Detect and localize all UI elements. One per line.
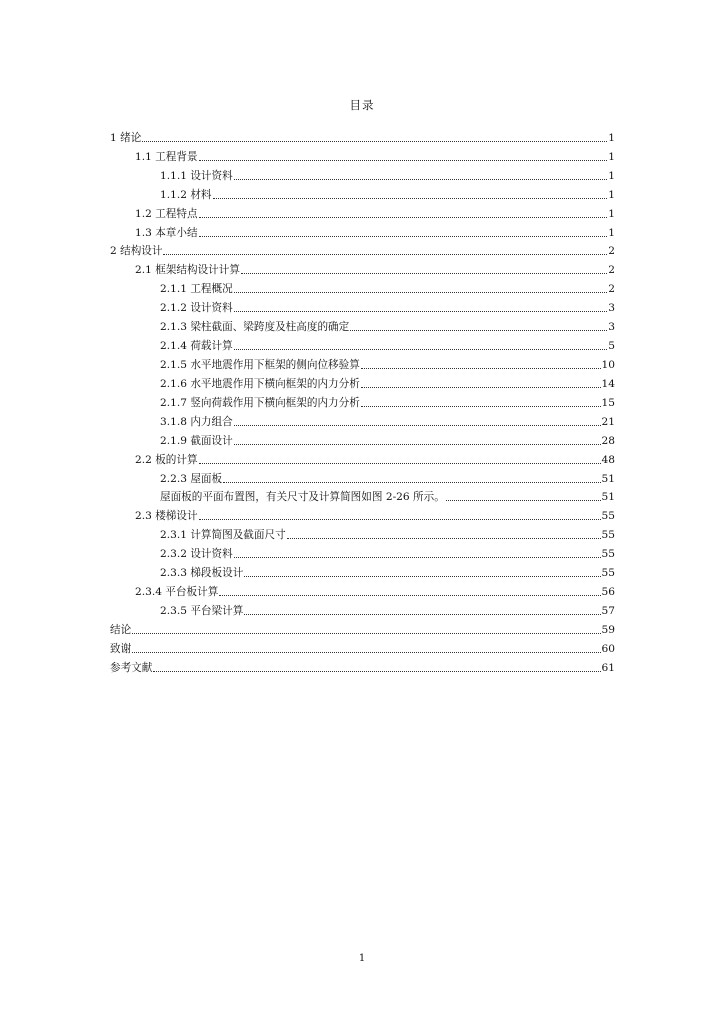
toc-entry[interactable] [110, 315, 615, 334]
toc-entry[interactable] [110, 429, 615, 448]
toc-entry-label: 1.2 工程特点 [135, 207, 198, 220]
toc-entry[interactable] [110, 448, 615, 467]
toc-entry[interactable] [110, 353, 615, 372]
toc-entry[interactable] [110, 580, 615, 599]
toc-entry-label: 1.1 工程背景 [135, 150, 198, 163]
toc-entry-page: 61 [601, 661, 615, 674]
toc-entry-label: 2.2.3 屋面板 [160, 472, 223, 485]
toc-entry[interactable] [110, 561, 615, 580]
toc-entry-page: 28 [601, 434, 615, 447]
toc-entry-page: 1 [608, 188, 615, 201]
toc-entry-label: 2.3 楼梯设计 [135, 510, 198, 523]
page-number: 1 [358, 953, 366, 964]
dot-leader [234, 348, 608, 350]
toc-entry-page: 60 [601, 642, 615, 655]
toc-entry[interactable] [110, 126, 615, 145]
toc-entry-label: 1 绪论 [110, 131, 142, 144]
dot-leader [213, 197, 608, 199]
toc-entry-label: 2.1.7 竖向荷载作用下横向框架的内力分析 [160, 396, 360, 409]
toc-entry[interactable] [110, 391, 615, 410]
dot-leader [199, 518, 601, 520]
dot-leader [361, 367, 601, 369]
toc-entry-label: 2 结构设计 [110, 245, 163, 258]
toc-entry[interactable] [110, 523, 615, 542]
toc-entry-label: 2.1.5 水平地震作用下框架的侧向位移验算 [160, 358, 360, 371]
toc-entry[interactable] [110, 618, 615, 637]
toc-entry[interactable] [110, 164, 615, 183]
toc-entry-label: 2.3.5 平台梁计算 [160, 604, 244, 617]
toc-entry-label: 结论 [110, 623, 132, 636]
dot-leader [244, 575, 600, 577]
toc-entry-page: 56 [601, 586, 615, 599]
toc-entry-label: 1.3 本章小结 [135, 226, 198, 239]
toc-entry-page: 51 [601, 491, 615, 504]
toc-entry-label: 1.1.2 材料 [160, 188, 212, 201]
dot-leader [234, 424, 601, 426]
dot-leader [199, 235, 608, 237]
toc-entry-label: 屋面板的平面布置图，有关尺寸及计算简图如图 2-26 所示。 [160, 491, 445, 504]
toc-entry-label: 2.3.4 平台板计算 [135, 586, 219, 599]
toc-entry-label: 2.1.4 荷载计算 [160, 340, 233, 353]
toc-entry[interactable] [110, 183, 615, 202]
dot-leader [132, 632, 600, 634]
toc-entry-label: 2.3.3 梯段板设计 [160, 567, 244, 580]
dot-leader [163, 253, 607, 255]
toc-entry-label: 2.2 板的计算 [135, 453, 198, 466]
toc-entry-page: 1 [608, 226, 615, 239]
toc-entry-page: 10 [601, 358, 615, 371]
toc-entry[interactable] [110, 372, 615, 391]
toc-entry-page: 48 [601, 453, 615, 466]
dot-leader [241, 272, 607, 274]
toc-entry-label: 3.1.8 内力组合 [160, 415, 233, 428]
toc-entry[interactable] [110, 542, 615, 561]
dot-leader [350, 329, 607, 331]
toc-entry-page: 55 [601, 510, 615, 523]
toc-entry-label: 2.1.2 设计资料 [160, 302, 233, 315]
toc-entry-page: 15 [601, 396, 615, 409]
table-of-contents [110, 126, 615, 675]
toc-entry[interactable] [110, 145, 615, 164]
toc-entry-page: 51 [601, 472, 615, 485]
toc-entry-page: 2 [608, 264, 615, 277]
toc-entry-page: 21 [601, 415, 615, 428]
toc-entry-label: 2.3.1 计算简图及截面尺寸 [160, 529, 286, 542]
dot-leader [361, 386, 601, 388]
dot-leader [244, 613, 600, 615]
dot-leader [234, 310, 608, 312]
toc-entry-page: 5 [608, 340, 615, 353]
dot-leader [446, 499, 601, 501]
toc-entry-label: 2.1.1 工程概况 [160, 283, 233, 296]
toc-entry[interactable] [110, 486, 615, 505]
dot-leader [142, 140, 607, 142]
toc-entry-label: 致谢 [110, 642, 132, 655]
toc-entry[interactable] [110, 656, 615, 675]
toc-entry-label: 1.1.1 设计资料 [160, 169, 233, 182]
toc-entry[interactable] [110, 202, 615, 221]
toc-entry-label: 2.1.6 水平地震作用下横向框架的内力分析 [160, 377, 360, 390]
toc-entry-page: 55 [601, 529, 615, 542]
toc-entry[interactable] [110, 258, 615, 277]
toc-entry-page: 1 [608, 150, 615, 163]
dot-leader [234, 291, 608, 293]
toc-title: 目录 [349, 98, 375, 112]
toc-entry-page: 1 [608, 169, 615, 182]
toc-entry[interactable] [110, 334, 615, 353]
toc-entry-page: 59 [601, 623, 615, 636]
toc-entry-label: 2.3.2 设计资料 [160, 548, 233, 561]
dot-leader [199, 216, 608, 218]
toc-entry[interactable] [110, 240, 615, 259]
toc-entry-label: 参考文献 [110, 661, 153, 674]
toc-entry-label: 2.1 框架结构设计计算 [135, 264, 240, 277]
toc-entry-page: 3 [608, 302, 615, 315]
toc-entry[interactable] [110, 637, 615, 656]
toc-entry-page: 55 [601, 548, 615, 561]
toc-entry-page: 3 [608, 321, 615, 334]
toc-entry-page: 1 [608, 131, 615, 144]
toc-entry[interactable] [110, 221, 615, 240]
toc-entry-page: 1 [608, 207, 615, 220]
toc-entry-page: 14 [601, 377, 615, 390]
toc-entry-label: 2.1.3 梁柱截面、梁跨度及柱高度的确定 [160, 321, 350, 334]
dot-leader [132, 651, 600, 653]
dot-leader [223, 481, 600, 483]
dot-leader [219, 594, 600, 596]
toc-entry[interactable] [110, 467, 615, 486]
dot-leader [234, 556, 601, 558]
dot-leader [199, 159, 608, 161]
toc-entry-page: 2 [608, 283, 615, 296]
toc-entry-label: 2.1.9 截面设计 [160, 434, 233, 447]
toc-entry[interactable] [110, 504, 615, 523]
dot-leader [287, 537, 601, 539]
dot-leader [234, 443, 601, 445]
toc-entry[interactable] [110, 410, 615, 429]
dot-leader [234, 178, 608, 180]
toc-entry[interactable] [110, 296, 615, 315]
toc-entry[interactable] [110, 277, 615, 296]
toc-entry-page: 55 [601, 567, 615, 580]
dot-leader [361, 405, 601, 407]
toc-entry-page: 57 [601, 604, 615, 617]
dot-leader [153, 670, 600, 672]
toc-entry[interactable] [110, 599, 615, 618]
toc-entry-page: 2 [608, 245, 615, 258]
dot-leader [199, 462, 601, 464]
